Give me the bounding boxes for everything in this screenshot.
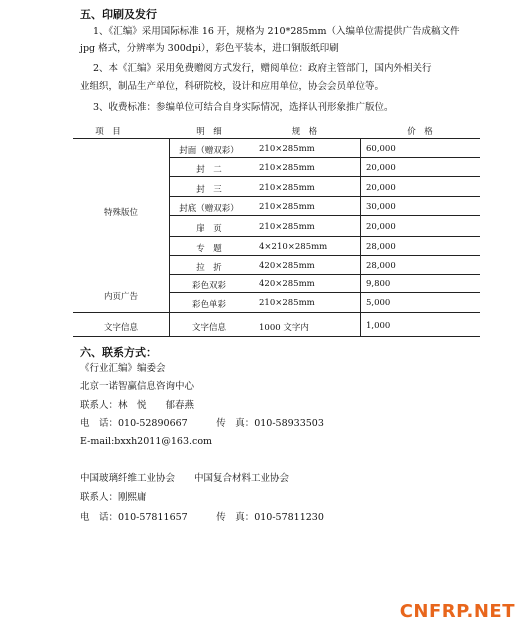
header-spec: 规 格: [291, 127, 318, 137]
paragraph-1-line-1: 1、《汇编》采用国际标准 16 开，规格为 210*285mm（入编单位需提供广告成稿文件: [93, 26, 460, 37]
header-item: 项 目: [95, 127, 121, 137]
phone-fax-1: 电 话：010-52890667 传 真：010-58933503: [80, 418, 324, 429]
section-5-title: 五、印刷及发行: [80, 8, 157, 21]
paragraph-2-line-1: 2、本《汇编》采用免费赠阅方式发行，赠阅单位：政府主管部门，国内外相关行: [93, 63, 432, 74]
row-spec: 4×210×285mm: [259, 242, 328, 252]
row-price: 28,000: [366, 261, 396, 271]
row-detail: 封 三: [196, 185, 222, 195]
row-spec: 210×285mm: [259, 222, 315, 232]
site-watermark-logo: CNFRP.NET: [399, 601, 515, 622]
organizer-committee: 《行业汇编》编委会: [80, 363, 166, 374]
phone-fax-2: 电 话：010-57811657 传 真：010-57811230: [80, 512, 324, 523]
row-price: 60,000: [366, 144, 396, 154]
row-detail: 拉 折: [196, 263, 222, 273]
row-spec: 420×285mm: [259, 261, 315, 271]
row-rule: [169, 215, 480, 216]
row-spec: 210×285mm: [259, 183, 315, 193]
row-detail: 彩色单彩: [191, 300, 226, 310]
row-detail: 封 二: [196, 165, 222, 175]
row-detail: 扉 页: [196, 224, 222, 234]
group-text-info: 文字信息: [103, 323, 138, 333]
header-rule: [73, 138, 480, 139]
table-bottom-rule: [73, 336, 480, 337]
header-price: 价 格: [407, 127, 433, 137]
row-price: 20,000: [366, 222, 396, 232]
paragraph-3: 3、收费标准：参编单位可结合自身实际情况，选择认刊形象推广版位。: [93, 102, 394, 113]
row-spec: 210×285mm: [259, 163, 315, 173]
organizer-center: 北京一诺智赢信息咨询中心: [80, 381, 195, 392]
contact-persons: 联系人：林 悦 郁春燕: [80, 400, 195, 411]
email: E-mail:bxxh2011@163.com: [80, 436, 213, 447]
row-price: 28,000: [366, 242, 396, 252]
row-price: 5,000: [366, 298, 391, 308]
column-rule: [360, 138, 361, 336]
contact-person-2: 联系人：刚熙庸: [80, 492, 147, 503]
row-price: 1,000: [366, 321, 391, 331]
associations: 中国玻璃纤维工业协会 中国复合材料工业协会: [80, 473, 290, 484]
row-price: 20,000: [366, 163, 396, 173]
row-price: 30,000: [366, 202, 396, 212]
paragraph-1-line-2: jpg 格式，分辨率为 300dpi），彩色平装本，进口铜版纸印刷: [80, 43, 339, 54]
row-spec: 1000 文字内: [259, 323, 309, 333]
row-rule: [169, 176, 480, 177]
row-rule: [169, 196, 480, 197]
row-detail: 彩色双彩: [191, 281, 226, 291]
row-price: 9,800: [366, 279, 391, 289]
row-rule: [169, 157, 480, 158]
paragraph-2-line-2: 业组织，制品生产单位，科研院校，设计和应用单位，协会会员单位等。: [80, 81, 385, 92]
row-spec: 210×285mm: [259, 298, 315, 308]
header-detail: 明 细: [196, 127, 222, 137]
row-rule: [169, 274, 480, 275]
row-rule: [169, 236, 480, 237]
row-rule: [169, 292, 480, 293]
row-rule: [169, 255, 480, 256]
row-detail: 专 题: [196, 244, 222, 254]
row-spec: 420×285mm: [259, 279, 315, 289]
row-detail: 封底（赠双彩）: [179, 204, 239, 214]
row-detail: 文字信息: [191, 323, 226, 333]
group-special-positions: 特殊版位: [103, 208, 138, 218]
row-spec: 210×285mm: [259, 144, 315, 154]
row-detail: 封面（赠双彩）: [179, 146, 239, 156]
section-6-title: 六、联系方式：: [80, 346, 157, 359]
row-spec: 210×285mm: [259, 202, 315, 212]
group-inner-ads: 内页广告: [103, 292, 138, 302]
row-price: 20,000: [366, 183, 396, 193]
price-table: [73, 124, 480, 342]
group-rule: [73, 312, 480, 313]
